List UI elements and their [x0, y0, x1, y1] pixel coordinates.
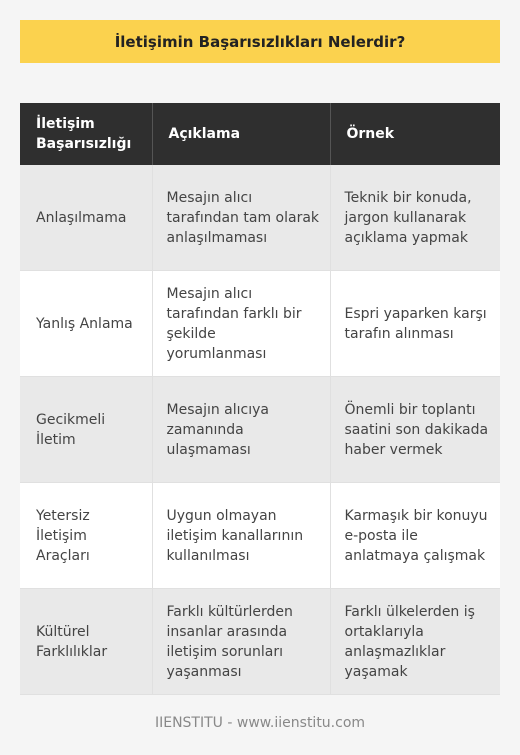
cell-example: Farklı ülkelerden iş ortaklarıyla anlaşmazlıklar yaşamak — [330, 589, 500, 695]
table-row — [20, 271, 500, 377]
footer-credit: IIENSTITU - www.iienstitu.com — [154, 715, 366, 731]
title-banner — [20, 20, 500, 63]
table-row — [20, 483, 500, 589]
table-row — [20, 377, 500, 483]
cell-example: Espri yaparken karşı tarafın alınması — [330, 271, 500, 377]
failures-table — [20, 103, 500, 695]
cell-description: Mesajın alıcı tarafından farklı bir şekilde yorumlanması — [152, 271, 330, 377]
table-row — [20, 589, 500, 695]
cell-description: Mesajın alıcı tarafından tam olarak anlaşılmaması — [152, 165, 330, 271]
page-title: İletişimin Başarısızlıkları Nelerdir? — [114, 32, 406, 51]
table-header-row — [20, 103, 500, 165]
header-failure: İletişim Başarısızlığı — [20, 103, 152, 165]
cell-description: Uygun olmayan iletişim kanallarının kullanılması — [152, 483, 330, 589]
header-description: Açıklama — [152, 103, 330, 165]
cell-failure: Anlaşılmama — [20, 165, 152, 271]
cell-example: Önemli bir toplantı saatini son dakikada haber vermek — [330, 377, 500, 483]
table-row — [20, 165, 500, 271]
cell-description: Farklı kültürlerden insanlar arasında iletişim sorunları yaşanması — [152, 589, 330, 695]
cell-example: Karmaşık bir konuyu e-posta ile anlatmaya çalışmak — [330, 483, 500, 589]
cell-failure: Yanlış Anlama — [20, 271, 152, 377]
cell-example: Teknik bir konuda, jargon kullanarak açıklama yapmak — [330, 165, 500, 271]
header-example: Örnek — [330, 103, 500, 165]
cell-failure: Kültürel Farklılıklar — [20, 589, 152, 695]
cell-failure: Yetersiz İletişim Araçları — [20, 483, 152, 589]
cell-failure: Gecikmeli İletim — [20, 377, 152, 483]
cell-description: Mesajın alıcıya zamanında ulaşmaması — [152, 377, 330, 483]
